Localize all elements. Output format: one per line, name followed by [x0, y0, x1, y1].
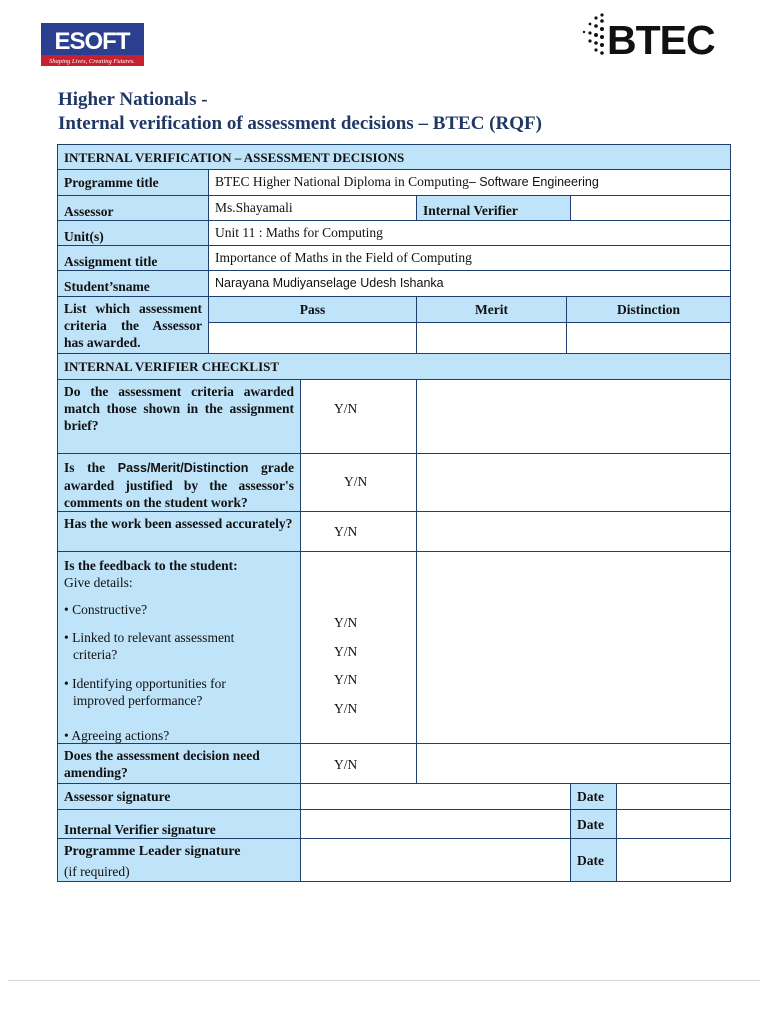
- yn-label: Y/N: [334, 401, 358, 416]
- internal-verifier-signature-label: Internal Verifier signature: [57, 809, 301, 839]
- checklist-q2-comments[interactable]: [416, 453, 731, 512]
- assessor-value[interactable]: Ms.Shayamali: [208, 195, 417, 221]
- q4-item-opportunities: • Identifying opportunities for improved performance?: [64, 676, 226, 708]
- assessor-label: Assessor: [57, 195, 209, 221]
- assessor-date-field[interactable]: [616, 783, 731, 810]
- yn-label: Y/N: [334, 672, 358, 687]
- yn-label: Y/N: [334, 757, 358, 772]
- esoft-logo-tagline: Shaping Lives, Creating Futures.: [48, 58, 136, 65]
- yn-label: Y/N: [344, 474, 368, 489]
- unit-label: Unit(s): [57, 220, 209, 246]
- section-header-assessment-decisions: INTERNAL VERIFICATION – ASSESSMENT DECISIONS: [57, 144, 731, 170]
- checklist-q3-comments[interactable]: [416, 511, 731, 552]
- q2-suffix: grade awarded justified by the assessor's comments on the student work?: [64, 460, 294, 510]
- internal-verifier-value[interactable]: [570, 195, 731, 221]
- internal-verifier-date-label: Date: [570, 809, 617, 839]
- btec-logo: [578, 10, 728, 60]
- page-divider: [8, 980, 760, 981]
- programme-leader-signature-field[interactable]: [300, 838, 571, 882]
- q4-title: Is the feedback to the student:: [64, 558, 238, 573]
- student-name-label: Student’sname: [57, 270, 209, 297]
- section-header-checklist: INTERNAL VERIFIER CHECKLIST: [57, 353, 731, 380]
- heading-line1: Higher Nationals -: [58, 89, 208, 110]
- q4-item-linked: • Linked to relevant assessment criteria?: [64, 630, 235, 662]
- programme-title-value-sans: – Software Engineering: [468, 175, 599, 189]
- student-name-value[interactable]: Narayana Mudiyanselage Udesh Ishanka: [208, 270, 731, 297]
- q2-prefix: Is the: [64, 460, 118, 475]
- programme-leader-date-label: Date: [570, 838, 617, 882]
- checklist-q3-yn-field[interactable]: [300, 511, 417, 552]
- distinction-criteria-field[interactable]: [566, 322, 731, 354]
- unit-value[interactable]: Unit 11 : Maths for Computing: [208, 220, 731, 246]
- checklist-q2-yn-field[interactable]: [300, 453, 417, 512]
- yn-label: Y/N: [334, 701, 358, 716]
- grade-header-merit: Merit: [416, 296, 567, 323]
- q4-item-constructive: • Constructive?: [64, 602, 148, 617]
- heading-line2: Internal verification of assessment decisions – BTEC (RQF): [58, 113, 542, 134]
- checklist-q1-criteria-match: Do the assessment criteria awarded match those shown in the assignment brief?: [57, 379, 301, 454]
- checklist-q1-yn-field[interactable]: [300, 379, 417, 454]
- checklist-q4-comments[interactable]: [416, 551, 731, 744]
- internal-verifier-signature-field[interactable]: [300, 809, 571, 839]
- checklist-q4-feedback: [57, 551, 301, 744]
- assessor-date-label: Date: [570, 783, 617, 810]
- programme-leader-signature-label: Programme Leader signature: [64, 844, 241, 859]
- grade-header-distinction: Distinction: [566, 296, 731, 323]
- yn-label: Y/N: [334, 524, 358, 539]
- checklist-q5-comments[interactable]: [416, 743, 731, 784]
- yn-label: Y/N: [334, 615, 358, 630]
- criteria-awarded-label: List which assessment criteria the Assessor has awarded.: [57, 296, 209, 354]
- programme-leader-date-field[interactable]: [616, 838, 731, 882]
- q2-grade: Pass/Merit/Distinction: [117, 461, 249, 475]
- assignment-title-label: Assignment title: [57, 245, 209, 271]
- internal-verifier-date-field[interactable]: [616, 809, 731, 839]
- verification-form: [57, 144, 731, 882]
- checklist-q5-yn-field[interactable]: [300, 743, 417, 784]
- esoft-logo: [40, 21, 145, 66]
- grade-header-pass: Pass: [208, 296, 417, 323]
- yn-label: Y/N: [334, 644, 358, 659]
- assessor-signature-field[interactable]: [300, 783, 571, 810]
- assessor-signature-label: Assessor signature: [57, 783, 301, 810]
- q4-give-details: Give details:: [64, 575, 133, 590]
- programme-leader-signature-cell: [57, 838, 301, 882]
- programme-title-value: BTEC Higher National Diploma in Computing: [215, 174, 469, 189]
- checklist-q1-comments[interactable]: [416, 379, 731, 454]
- assignment-title-value[interactable]: Importance of Maths in the Field of Computing: [208, 245, 731, 271]
- btec-logo-text: BTEC: [607, 17, 715, 60]
- merit-criteria-field[interactable]: [416, 322, 567, 354]
- programme-title-field[interactable]: [208, 169, 731, 196]
- checklist-q4-yn-field[interactable]: [300, 551, 417, 744]
- checklist-q5-decision-amending: Does the assessment decision need amending?: [57, 743, 301, 784]
- internal-verifier-label: Internal Verifier: [416, 195, 571, 221]
- programme-leader-note: (if required): [64, 864, 130, 879]
- programme-title-label: Programme title: [57, 169, 209, 196]
- checklist-q2-grade-justified: [57, 453, 301, 512]
- q4-item-agreeing: • Agreeing actions?: [64, 728, 170, 743]
- esoft-logo-text: ESOFT: [54, 28, 130, 55]
- pass-criteria-field[interactable]: [208, 322, 417, 354]
- checklist-q3-assessed-accurately: Has the work been assessed accurately?: [57, 511, 301, 552]
